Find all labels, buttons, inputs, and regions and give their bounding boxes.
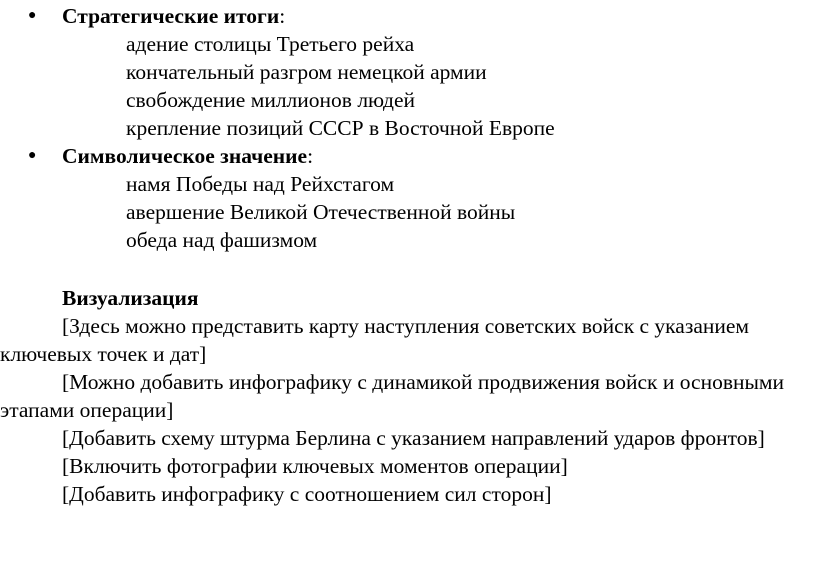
strategic-item: крепление позиций СССР в Восточной Европе xyxy=(126,116,555,140)
visualization-paragraph: [Добавить схему штурма Берлина с указанием направлений ударов фронтов] xyxy=(62,426,765,450)
strategic-results-colon: : xyxy=(279,4,286,28)
symbolic-meaning-section xyxy=(0,142,816,254)
strategic-item: адение столицы Третьего рейха xyxy=(126,32,415,56)
symbolic-item: авершение Великой Отечественной войны xyxy=(126,200,516,224)
symbolic-item: обеда над фашизмом xyxy=(126,228,318,252)
strategic-results-heading xyxy=(0,2,816,30)
bullet-icon: ● xyxy=(28,148,37,163)
bullet-icon: ● xyxy=(28,8,37,23)
strategic-results-section xyxy=(0,2,816,142)
visualization-paragraph: [Можно добавить инфографику с динамикой продвижения войск и основными этапами операции] xyxy=(0,370,785,422)
visualization-paragraph: [Включить фотографии ключевых моментов операции] xyxy=(62,454,568,478)
strategic-item: кончательный разгром немецкой армии xyxy=(126,60,487,84)
symbolic-meaning-heading xyxy=(0,142,816,170)
strategic-item: свобождение миллионов людей xyxy=(126,88,416,112)
visualization-paragraph: [Здесь можно представить карту наступления советских войск с указанием ключевых точек и дат] xyxy=(0,314,750,366)
symbolic-item: намя Победы над Рейхстагом xyxy=(126,172,395,196)
visualization-section xyxy=(0,284,816,508)
symbolic-meaning-colon: : xyxy=(307,144,314,168)
symbolic-meaning-title: Символическое значение xyxy=(62,144,308,168)
strategic-results-title: Стратегические итоги xyxy=(62,4,280,28)
visualization-title: Визуализация xyxy=(62,286,199,310)
visualization-paragraph: [Добавить инфографику с соотношением сил сторон] xyxy=(62,482,552,506)
